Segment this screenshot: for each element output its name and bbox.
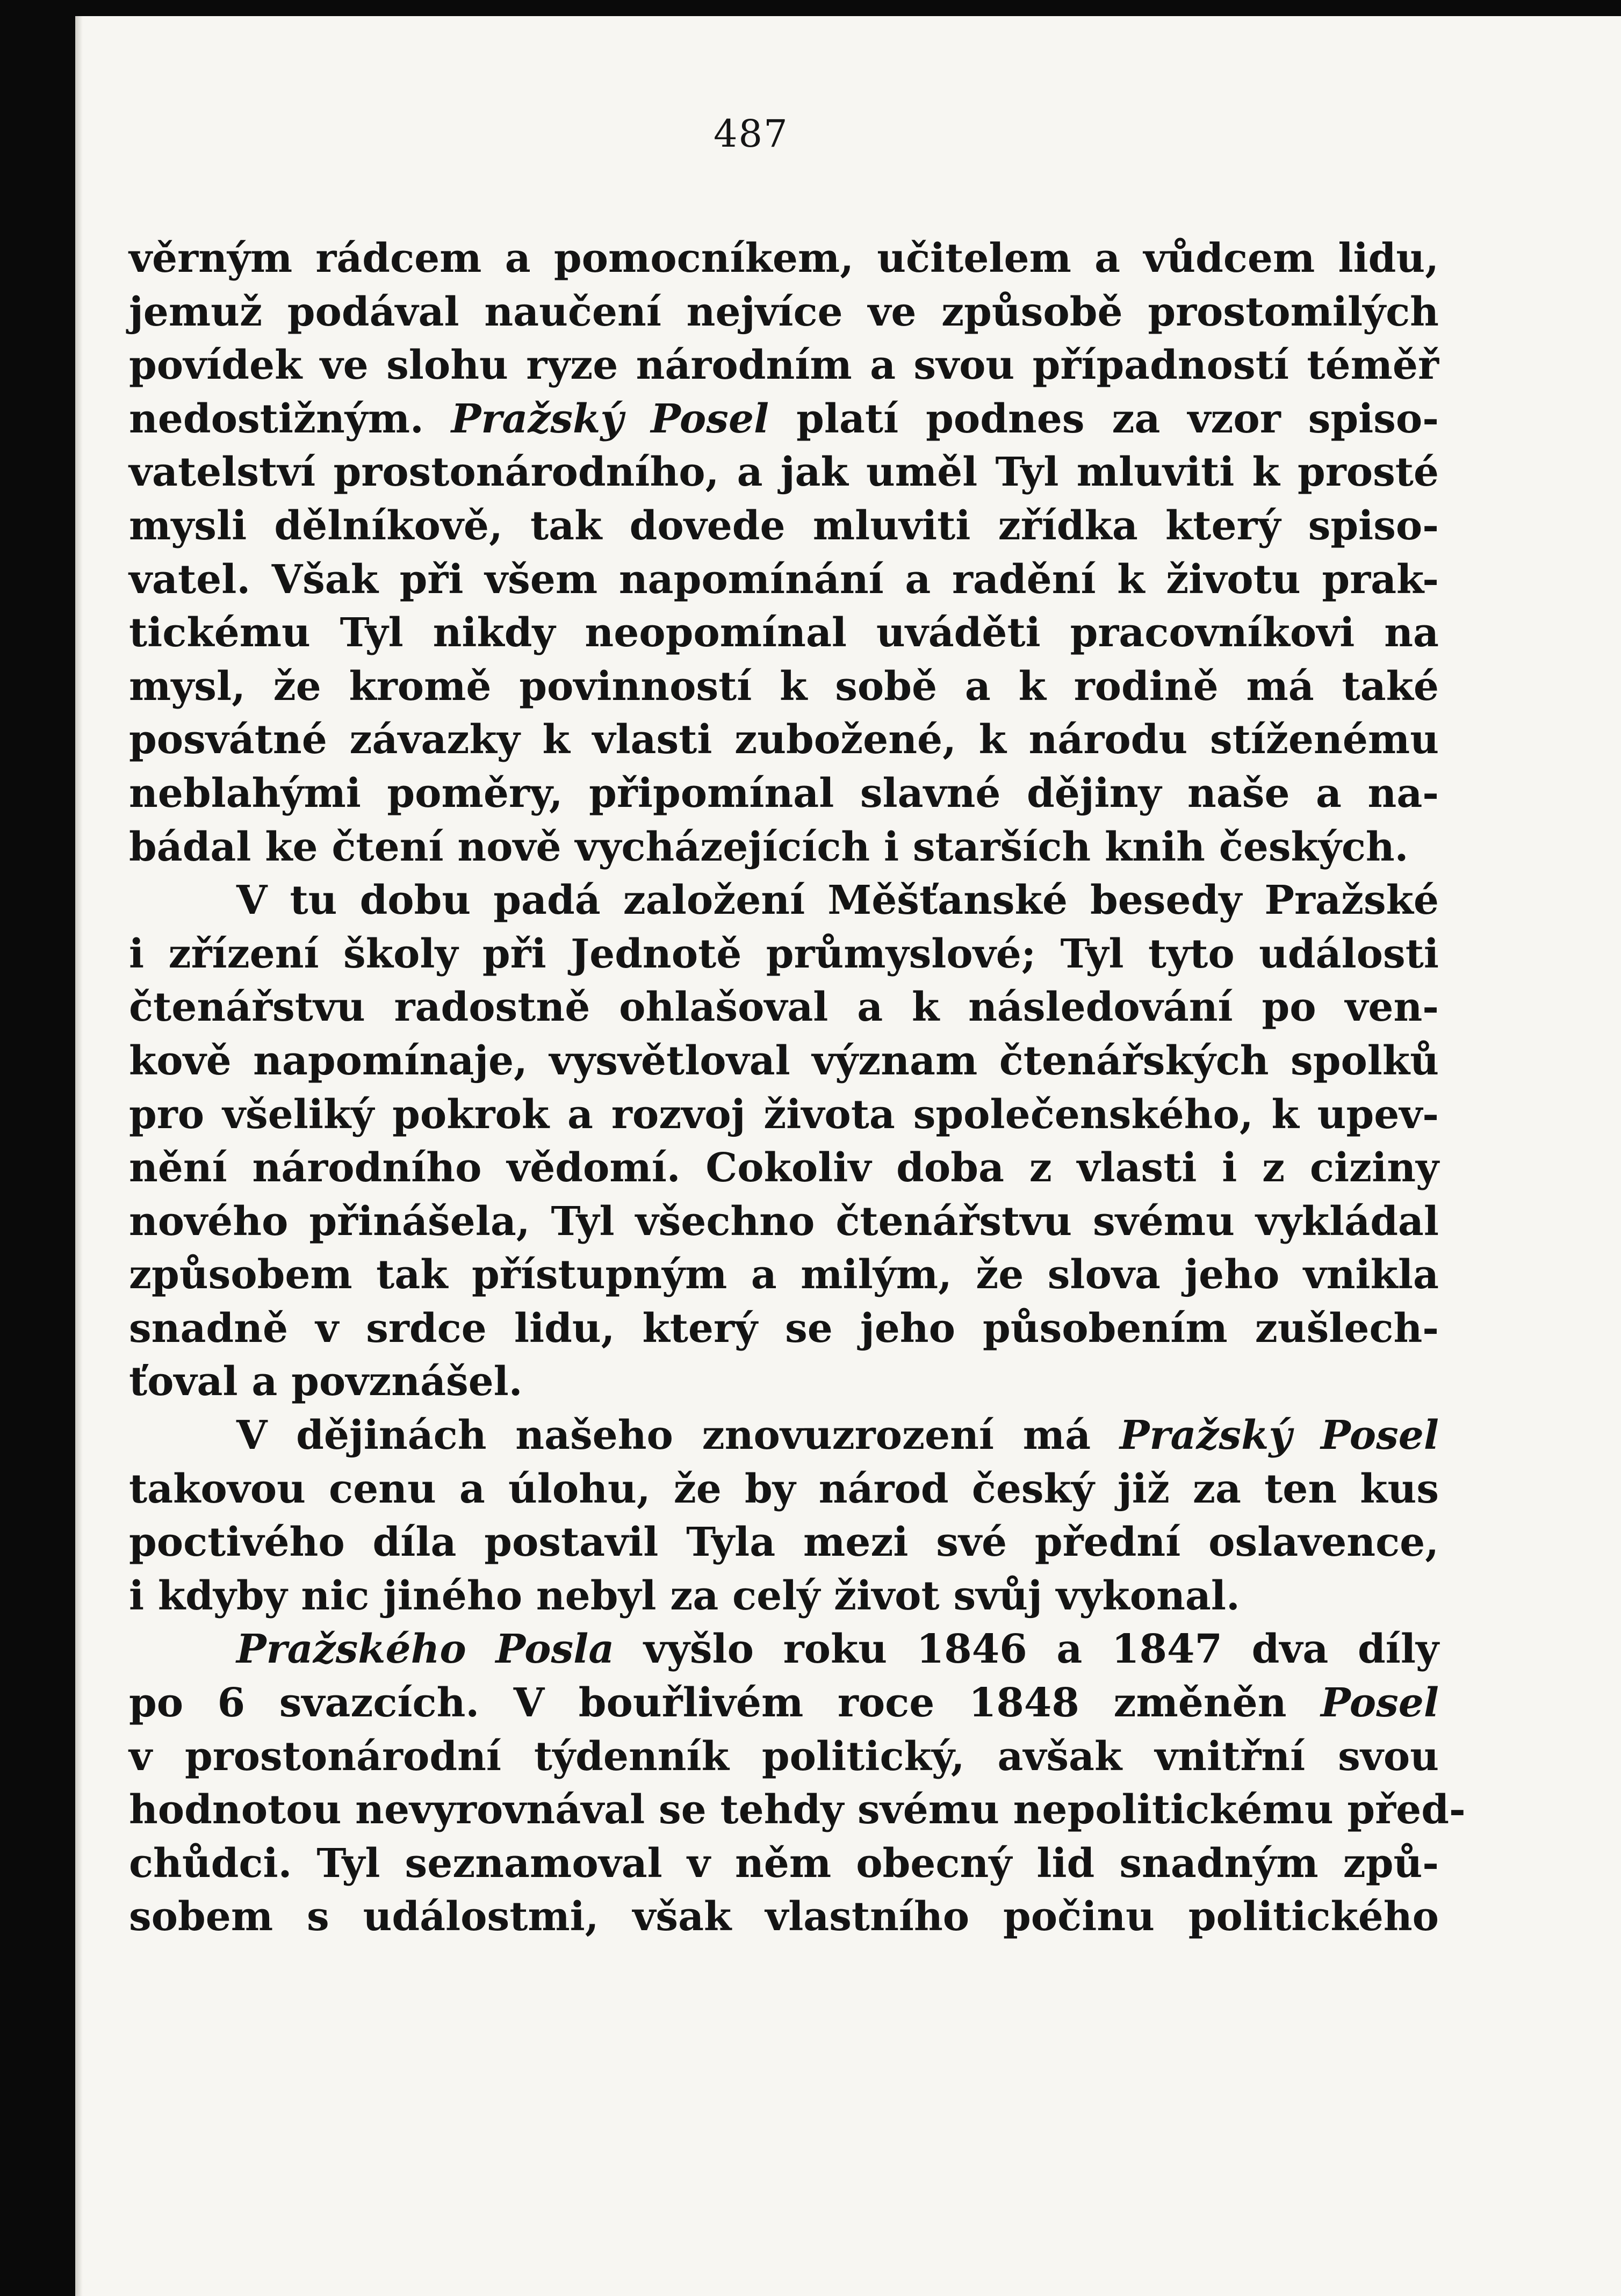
text-run: kově napomínaje, vysvětloval význam čtenářských spolků: [129, 1037, 1439, 1084]
text-run: jemuž podával naučení nejvíce ve způsobě prostomilých: [129, 288, 1439, 335]
text-line: [129, 286, 1439, 340]
text-run: po 6 svazcích. V bouřlivém roce 1848 změněn: [129, 1680, 1321, 1727]
page-edge-shadow: [75, 16, 83, 2296]
text-run: tickému Tyl nikdy neopomínal uváděti pracovníkovi na: [129, 610, 1439, 656]
text-run: chůdci. Tyl seznamoval v něm obecný lid snadným způ-: [129, 1840, 1439, 1887]
text-line: [129, 1623, 1439, 1677]
text-line: [129, 713, 1439, 767]
italic-title: Posel: [1321, 1680, 1439, 1727]
text-run: v prostonárodní týdenník politický, avšak vnitřní svou: [129, 1733, 1439, 1780]
text-run: V tu dobu padá založení Měšťanské besedy Pražské: [236, 877, 1439, 924]
text-line: [129, 1195, 1439, 1249]
text-line: [129, 1409, 1439, 1463]
text-run: způsobem tak přístupným a milým, že slova jeho vnikla: [129, 1252, 1439, 1298]
text-run: čtenářstvu radostně ohlašoval a k následování po ven-: [129, 984, 1439, 1031]
page-number: 487: [714, 112, 789, 156]
text-run: i zřízení školy při Jednotě průmyslové; Tyl tyto události: [129, 930, 1439, 977]
text-run: poctivého díla postavil Tyla mezi své přední oslavence,: [129, 1519, 1439, 1566]
text-run: pro všeliký pokrok a rozvoj života společenského, k upev-: [129, 1091, 1439, 1138]
text-run: hodnotou nevyrovnával se tehdy svému nepolitickému před-: [129, 1787, 1466, 1833]
text-run: snadně v srdce lidu, který se jeho působením zušlech-: [129, 1305, 1439, 1352]
text-line: [129, 1302, 1439, 1356]
text-run: nění národního vědomí. Cokoliv doba z vlasti i z ciziny: [129, 1145, 1439, 1192]
text-run: mysli dělníkově, tak dovede mluviti zřídka který spiso-: [129, 502, 1439, 549]
text-run: bádal ke čtení nově vycházejících i starších knih českých.: [129, 824, 1409, 870]
text-run: i kdyby nic jiného nebyl za celý život svůj vykonal.: [129, 1572, 1240, 1619]
text-run: nového přinášela, Tyl všechno čtenářstvu svému vykládal: [129, 1198, 1439, 1245]
text-run: vatelství prostonárodního, a jak uměl Tyl mluviti k prosté: [129, 449, 1439, 496]
text-line: [129, 1837, 1439, 1891]
text-run: mysl, že kromě povinností k sobě a k rodině má také: [129, 663, 1439, 710]
text-line: [129, 981, 1439, 1035]
text-run: vatel. Však při všem napomínání a radění k životu prak-: [129, 556, 1439, 603]
text-run: ťoval a povznášel.: [129, 1359, 523, 1405]
text-run: vyšlo roku 1846 a 1847 dva díly: [614, 1626, 1439, 1673]
text-line: [129, 1142, 1439, 1195]
text-run: nedostižným.: [129, 395, 451, 442]
text-line: [129, 446, 1439, 500]
text-run: sobem s událostmi, však vlastního počinu politického: [129, 1894, 1439, 1940]
text-line: [129, 1248, 1439, 1302]
text-run: posvátné závazky k vlasti zubožené, k národu stíženému: [129, 717, 1439, 763]
text-line: [129, 874, 1439, 928]
text-run: povídek ve slohu ryze národním a svou případností téměř: [129, 342, 1439, 389]
text-run: takovou cenu a úlohu, že by národ český již za ten kus: [129, 1465, 1439, 1512]
text-line: [129, 1088, 1439, 1142]
text-line: [129, 767, 1439, 821]
text-run: V dějinách našeho znovuzrození má: [236, 1412, 1120, 1459]
text-line: [129, 1570, 1439, 1623]
text-line: [129, 821, 1439, 875]
text-line: [129, 339, 1439, 393]
text-line: [129, 1355, 1439, 1409]
italic-title: Pražského Posla: [236, 1626, 615, 1673]
text-line: [129, 607, 1439, 660]
italic-title: Pražský Posel: [451, 395, 769, 442]
text-line: [129, 500, 1439, 553]
text-line: [129, 1890, 1439, 1944]
text-run: neblahými poměry, připomínal slavné dějiny naše a na-: [129, 770, 1439, 817]
text-line: [129, 1463, 1439, 1517]
text-line: [129, 660, 1439, 714]
text-line: [129, 1677, 1439, 1730]
text-run: platí podnes za vzor spiso-: [769, 395, 1439, 442]
text-line: [129, 928, 1439, 981]
text-line: [129, 553, 1439, 607]
text-run: věrným rádcem a pomocníkem, učitelem a vůdcem lidu,: [129, 235, 1439, 281]
body-text: [129, 232, 1466, 1944]
book-page: [75, 16, 1621, 2296]
italic-title: Pražský Posel: [1119, 1412, 1439, 1459]
text-line: [129, 1035, 1439, 1088]
text-line: [129, 1784, 1466, 1837]
text-line: [129, 232, 1439, 286]
text-line: [129, 393, 1439, 446]
text-line: [129, 1730, 1439, 1784]
text-line: [129, 1516, 1439, 1570]
